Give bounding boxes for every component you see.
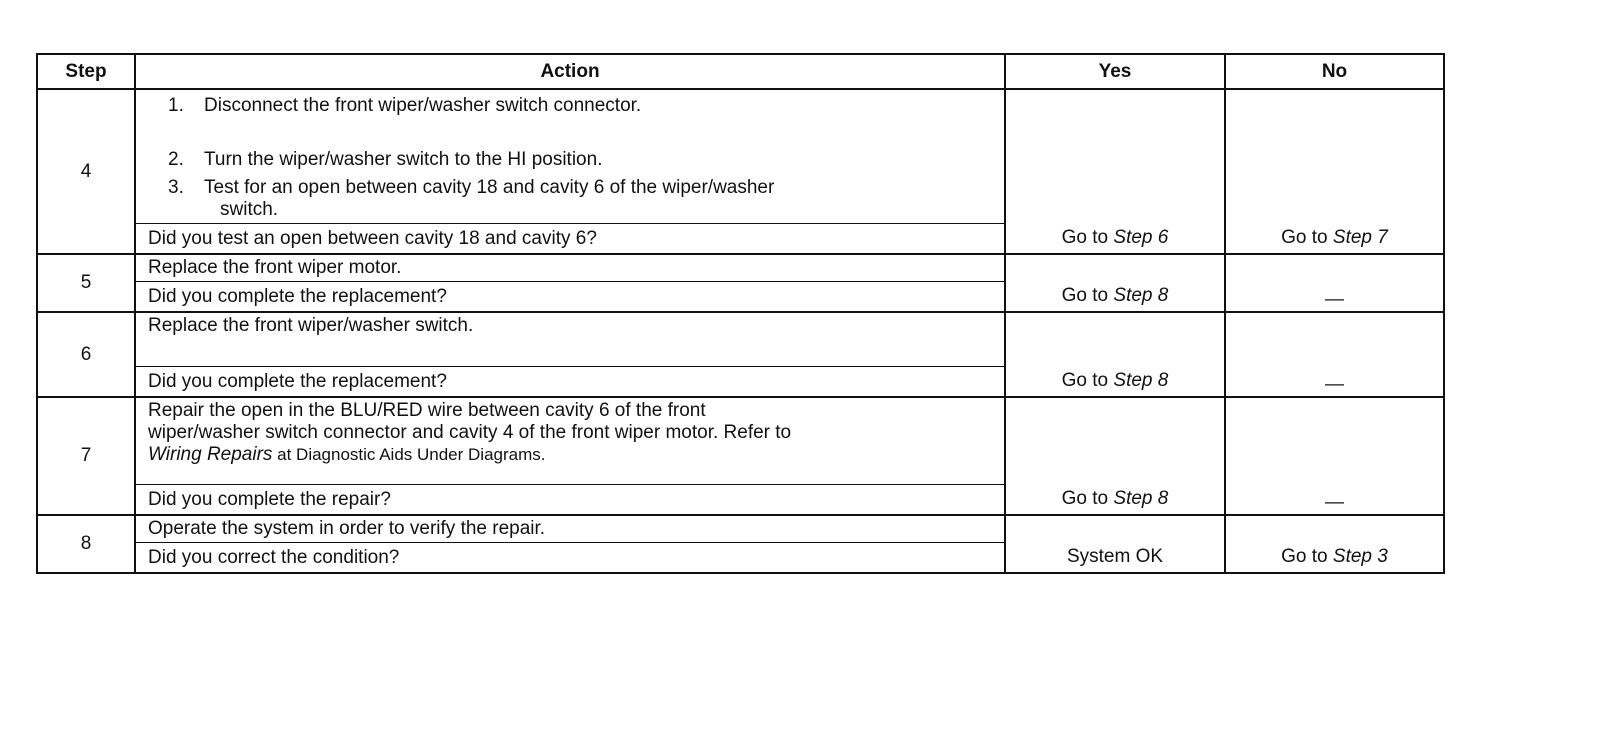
header-step: Step <box>37 54 135 89</box>
instruction-line: Repair the open in the BLU/RED wire between cavity 6 of the front <box>148 400 706 421</box>
step-number-6: 6 <box>37 312 135 397</box>
step-reference: Step 8 <box>1113 370 1169 392</box>
no-result-4: Go to Step 7 <box>1225 224 1444 255</box>
question-text-7: Did you complete the repair? <box>135 485 1005 516</box>
question-text-5: Did you complete the replacement? <box>135 282 1005 313</box>
instruction-line: wiper/washer switch connector and cavity 4 of the front wiper motor. Refer to <box>148 422 792 443</box>
step-number-5: 5 <box>37 254 135 312</box>
action-instructions-4 <box>135 89 1005 224</box>
diagnostic-table <box>36 53 1445 574</box>
yes-result-4: Go to Step 6 <box>1005 224 1225 255</box>
instruction-text: Test for an open between cavity 18 and cavity 6 of the wiper/washer <box>204 177 775 198</box>
header-yes: Yes <box>1005 54 1225 89</box>
question-text-8: Did you correct the condition? <box>135 543 1005 574</box>
no-result-8: Go to Step 3 <box>1225 543 1444 574</box>
no-result-6: — <box>1225 312 1444 397</box>
question-row-step-8 <box>37 543 1444 574</box>
action-instruction-7 <box>148 398 998 484</box>
step-reference: Step 8 <box>1113 488 1169 510</box>
instruction-tail: at Diagnostic Aids Under Diagrams. <box>272 445 546 464</box>
step-number-4: 4 <box>37 89 135 254</box>
action-instruction-5: Replace the front wiper motor. <box>148 257 402 278</box>
yes-result-8: System OK <box>1005 543 1225 574</box>
step-reference: Step 7 <box>1332 227 1388 249</box>
table-row-step-6 <box>37 312 1444 367</box>
question-row-step-4 <box>37 224 1444 255</box>
instruction-item-1 <box>148 90 998 145</box>
step-number-7: 7 <box>37 397 135 515</box>
instruction-text: Disconnect the front wiper/washer switch connector. <box>204 95 642 116</box>
instruction-item-3 <box>148 177 998 223</box>
step-reference: Step 8 <box>1113 285 1169 307</box>
table-row-step-7 <box>37 397 1444 485</box>
action-instruction-6: Replace the front wiper/washer switch. <box>148 315 474 336</box>
no-result-7: — <box>1225 397 1444 515</box>
yes-result-7: Go to Step 8 <box>1005 485 1225 516</box>
yes-result-5: Go to Step 8 <box>1005 282 1225 313</box>
table-row-step-4 <box>37 89 1444 224</box>
action-instruction-8: Operate the system in order to verify the repair. <box>148 518 546 539</box>
instruction-number: 3. <box>168 177 184 198</box>
step-number-8: 8 <box>37 515 135 573</box>
no-result-5: — <box>1225 254 1444 312</box>
table-row-step-8 <box>37 515 1444 543</box>
table-row-step-5 <box>37 254 1444 282</box>
header-row <box>37 54 1444 89</box>
step-reference: Step 6 <box>1113 227 1169 249</box>
instruction-number: 2. <box>168 149 184 170</box>
instruction-number: 1. <box>168 95 184 116</box>
wiring-repairs-reference: Wiring Repairs <box>148 444 273 465</box>
step-reference: Step 3 <box>1332 546 1388 568</box>
instruction-item-2 <box>148 145 998 177</box>
header-action: Action <box>135 54 1005 89</box>
instruction-text-continued: switch. <box>220 199 279 220</box>
yes-result-6: Go to Step 8 <box>1005 367 1225 398</box>
question-text-6: Did you complete the replacement? <box>135 367 1005 398</box>
question-text-4: Did you test an open between cavity 18 and cavity 6? <box>135 224 1005 255</box>
header-no: No <box>1225 54 1444 89</box>
instruction-text: Turn the wiper/washer switch to the HI position. <box>204 149 603 170</box>
